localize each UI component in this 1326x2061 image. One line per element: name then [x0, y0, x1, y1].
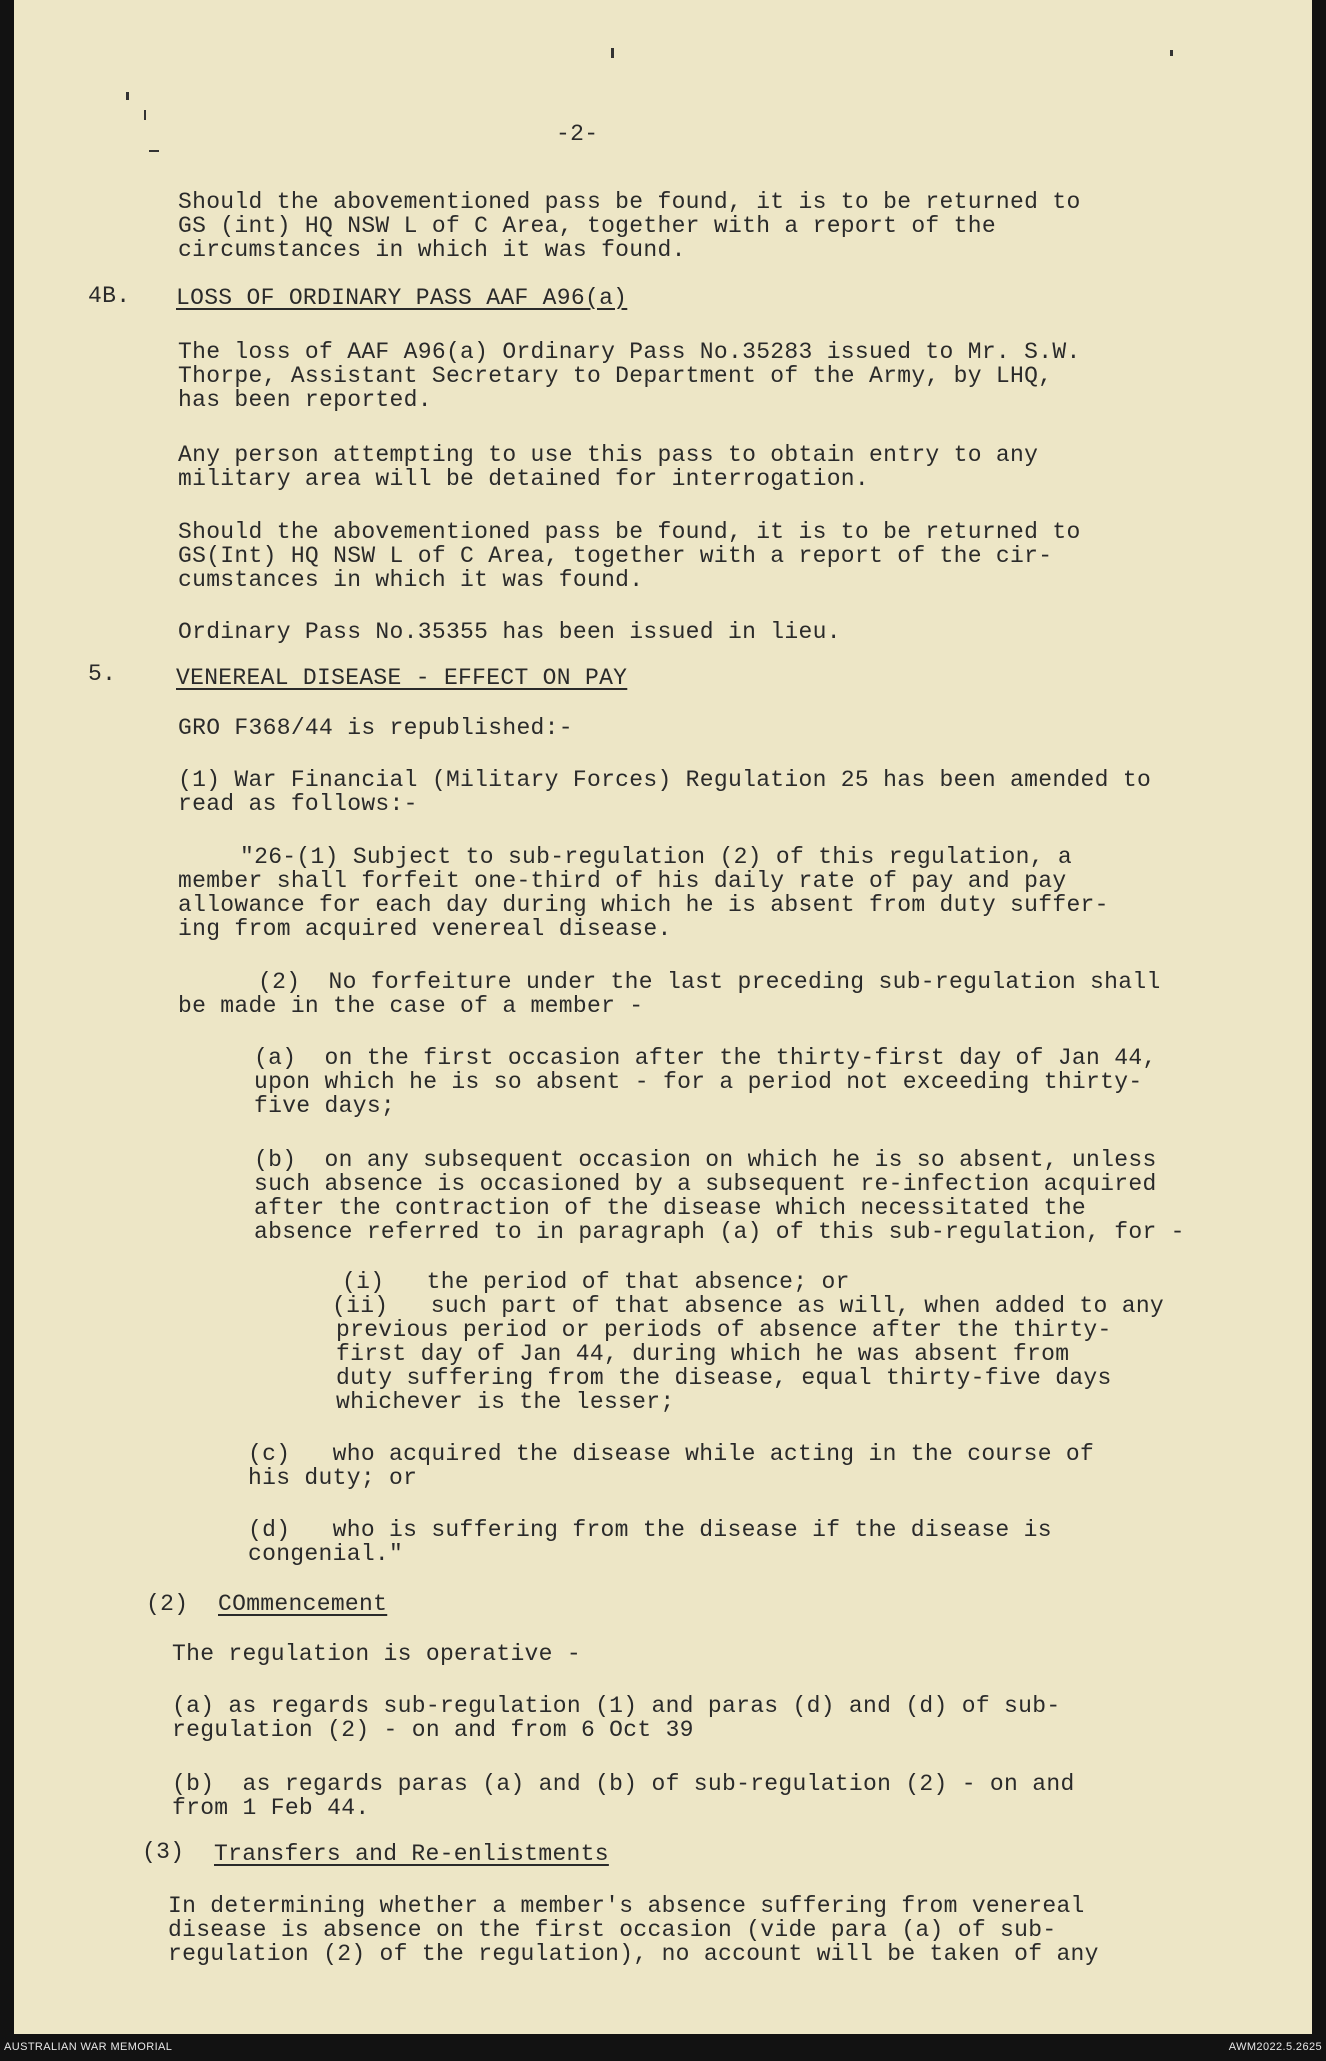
para-line: regulation (2) - on and from 6 Oct 39 [172, 1717, 694, 1743]
section-heading: LOSS OF ORDINARY PASS AAF A96(a) [176, 285, 628, 311]
para-line: Ordinary Pass No.35355 has been issued in lieu. [178, 619, 841, 645]
para-line: (1) War Financial (Military Forces) Regulation 25 has been amended to [178, 767, 1152, 793]
para-line: (b) as regards paras (a) and (b) of sub-regulation (2) - on and [172, 1771, 1075, 1797]
sub-sub-para-line: (ii) such part of that absence as will, when added to any [332, 1293, 1165, 1319]
sub-sub-para-line: first day of Jan 44, during which he was absent from [336, 1341, 1070, 1367]
sub-sub-para-line: whichever is the lesser; [336, 1389, 675, 1415]
para-line: regulation (2) of the regulation), no account will be taken of any [168, 1941, 1099, 1967]
document-page [14, 0, 1312, 2034]
para-line: Should the abovementioned pass be found, it is to be returned to [178, 519, 1081, 545]
quote-line: "26-(1) Subject to sub-regulation (2) of this regulation, a [240, 844, 1073, 870]
sub-sub-para-line: (i) the period of that absence; or [342, 1269, 850, 1295]
para-line: In determining whether a member's absence suffering from venereal [168, 1893, 1085, 1919]
footer-accession-number: AWM2022.5.2625 [1228, 2041, 1322, 2053]
sub-para-line: upon which he is so absent - for a period not exceeding thirty- [254, 1069, 1143, 1095]
ink-mark [126, 92, 129, 100]
quote-line: (2) No forfeiture under the last preceding sub-regulation shall [258, 969, 1161, 995]
sub-para-line: such absence is occasioned by a subsequent re-infection acquired [254, 1171, 1157, 1197]
para-line: GS(Int) HQ NSW L of C Area, together with a report of the cir- [178, 543, 1053, 569]
sub-para-line: five days; [254, 1093, 396, 1119]
sub-para-line: congenial." [248, 1541, 404, 1567]
para-4a-line: Should the abovementioned pass be found, it is to be returned to [178, 189, 1081, 215]
para-4a-line: GS (int) HQ NSW L of C Area, together with a report of the [178, 213, 996, 239]
sub-para-line: after the contraction of the disease which necessitated the [254, 1195, 1087, 1221]
section-number: 4B. [88, 283, 131, 309]
para-line: from 1 Feb 44. [172, 1795, 370, 1821]
sub-para-line: (d) who is suffering from the disease if the disease is [248, 1517, 1052, 1543]
para-line: read as follows:- [178, 791, 418, 817]
sub-para-line: (b) on any subsequent occasion on which he is so absent, unless [254, 1147, 1157, 1173]
item-number: (3) [142, 1839, 185, 1865]
sub-para-line: his duty; or [248, 1465, 418, 1491]
ink-mark [1170, 50, 1173, 56]
quote-line: ing from acquired venereal disease. [178, 916, 672, 942]
para-4a-line: circumstances in which it was found. [178, 237, 686, 263]
sub-para-line: (c) who acquired the disease while acting in the course of [248, 1441, 1095, 1467]
quote-line: member shall forfeit one-third of his daily rate of pay and pay [178, 868, 1067, 894]
ink-mark [149, 150, 159, 152]
para-line: The regulation is operative - [172, 1641, 581, 1667]
sub-para-line: (a) on the first occasion after the thirty-first day of Jan 44, [254, 1045, 1157, 1071]
item-heading: Transfers and Re-enlistments [214, 1841, 609, 1867]
para-line: Any person attempting to use this pass to obtain entry to any [178, 442, 1039, 468]
para-line: cumstances in which it was found. [178, 567, 644, 593]
quote-line: be made in the case of a member - [178, 993, 644, 1019]
item-number: (2) [146, 1591, 189, 1617]
ink-mark [611, 48, 614, 58]
ink-mark [144, 110, 146, 120]
para-line: military area will be detained for interrogation. [178, 466, 870, 492]
para-line: Thorpe, Assistant Secretary to Department of the Army, by LHQ, [178, 363, 1053, 389]
para-line: (a) as regards sub-regulation (1) and paras (d) and (d) of sub- [172, 1693, 1061, 1719]
footer-source: AUSTRALIAN WAR MEMORIAL [4, 2041, 173, 2053]
para-line: GRO F368/44 is republished:- [178, 715, 573, 741]
item-heading: COmmencement [218, 1591, 388, 1617]
sub-sub-para-line: duty suffering from the disease, equal thirty-five days [336, 1365, 1112, 1391]
para-line: disease is absence on the first occasion (vide para (a) of sub- [168, 1917, 1057, 1943]
sub-para-line: absence referred to in paragraph (a) of this sub-regulation, for - [254, 1219, 1185, 1245]
section-number: 5. [88, 661, 117, 687]
para-line: The loss of AAF A96(a) Ordinary Pass No.35283 issued to Mr. S.W. [178, 339, 1081, 365]
section-heading: VENEREAL DISEASE - EFFECT ON PAY [176, 665, 628, 691]
para-line: has been reported. [178, 387, 432, 413]
quote-line: allowance for each day during which he is absent from duty suffer- [178, 892, 1109, 918]
sub-sub-para-line: previous period or periods of absence after the thirty- [336, 1317, 1112, 1343]
page-number: -2- [556, 121, 599, 147]
